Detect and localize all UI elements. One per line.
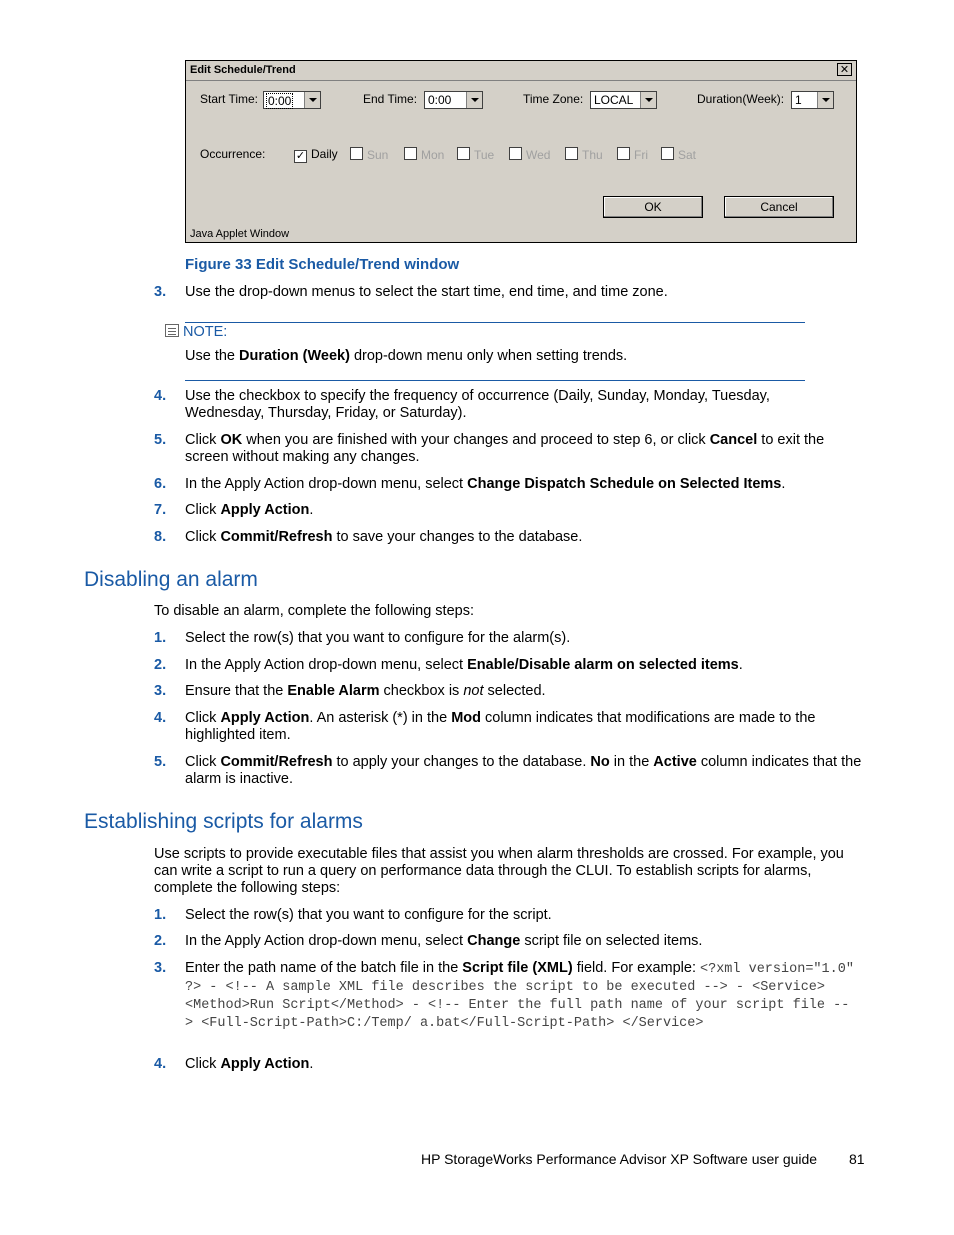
page-number: 81 (849, 1151, 865, 1167)
step-number: 6. (154, 476, 167, 492)
fri-label: Fri (634, 148, 648, 162)
chevron-down-icon[interactable] (466, 92, 482, 108)
cancel-button[interactable]: Cancel (724, 196, 834, 218)
step-text: Use the checkbox to specify the frequency of occurrence (Daily, Sunday, Monday, Tuesday, Wednesday, Thursday, Friday, or Saturday). (185, 388, 770, 421)
step-number: 5. (154, 432, 167, 448)
step-text: Click OK when you are finished with your changes and proceed to step 6, or click Cancel to exit the screen without making any changes. (185, 432, 825, 465)
step-text: Select the row(s) that you want to configure for the alarm(s). (185, 630, 571, 646)
step-number: 1. (154, 907, 167, 923)
wed-checkbox[interactable] (509, 147, 550, 162)
start-time-label: Start Time: (200, 92, 259, 106)
chevron-down-icon[interactable] (640, 92, 656, 108)
xml-example-code: <?xml version="1.0" ?> - <!-- A sample XML file describes the script to be executed --> - <Service> <Method>Run Script</Method> - <!-- Enter the full path name of your script file --> <Full-Script-Path>C:/Temp/ a.bat</Full-Script-Path> </Service> (185, 962, 854, 1031)
checkbox-icon[interactable] (404, 147, 417, 160)
sat-checkbox[interactable] (661, 147, 696, 162)
checkbox-icon[interactable] (509, 147, 522, 160)
step-text: Use the drop-down menus to select the start time, end time, and time zone. (185, 284, 668, 300)
section-intro: To disable an alarm, complete the following steps: (154, 603, 474, 619)
sun-label: Sun (367, 148, 389, 162)
step-text: Select the row(s) that you want to configure for the script. (185, 907, 552, 923)
mon-checkbox[interactable] (404, 147, 444, 162)
end-time-value: 0:00 (428, 93, 452, 107)
note-icon (165, 324, 179, 337)
tue-checkbox[interactable] (457, 147, 494, 162)
daily-checkbox[interactable] (294, 147, 338, 163)
note-label: NOTE: (183, 324, 228, 340)
mon-label: Mon (421, 148, 445, 162)
note-bottom-rule (185, 380, 805, 381)
thu-label: Thu (582, 148, 603, 162)
sat-label: Sat (678, 148, 697, 162)
start-time-select[interactable] (263, 91, 321, 109)
edit-schedule-trend-dialog (185, 60, 857, 243)
duration-week-select[interactable] (791, 91, 834, 109)
step-text: In the Apply Action drop-down menu, select Change Dispatch Schedule on Selected Items. (185, 476, 786, 492)
step-text: Click Apply Action. (185, 1056, 314, 1072)
chevron-down-icon[interactable] (304, 92, 320, 108)
duration-week-label: Duration(Week): (697, 92, 785, 106)
note-top-rule (185, 322, 805, 323)
step-text: Ensure that the Enable Alarm checkbox is not selected. (185, 683, 546, 699)
duration-week-value: 1 (795, 93, 802, 107)
occurrence-label: Occurrence: (200, 147, 266, 161)
daily-label: Daily (311, 147, 338, 161)
step-number: 2. (154, 933, 167, 949)
step-number: 4. (154, 710, 167, 726)
java-applet-window-label: Java Applet Window (190, 228, 290, 240)
figure-caption: Figure 33 Edit Schedule/Trend window (185, 256, 460, 273)
sun-checkbox[interactable] (350, 147, 388, 162)
step-number: 4. (154, 388, 167, 404)
end-time-select[interactable] (424, 91, 483, 109)
step-text: Click Commit/Refresh to save your changes to the database. (185, 529, 583, 545)
time-zone-select[interactable] (590, 91, 657, 109)
ok-button[interactable]: OK (603, 196, 703, 218)
footer-title: HP StorageWorks Performance Advisor XP Software user guide (421, 1151, 818, 1167)
step-number: 3. (154, 683, 167, 699)
step-number: 2. (154, 657, 167, 673)
section-intro: Use scripts to provide executable files that assist you when alarm thresholds are crossed. For example, you can write a script to run a query on performance data through the CLUI. To establish scripts for alarms, complete the following steps: (154, 846, 844, 896)
step-number: 4. (154, 1056, 167, 1072)
step-number: 1. (154, 630, 167, 646)
end-time-label: End Time: (363, 92, 418, 106)
step-text: In the Apply Action drop-down menu, select Change script file on selected items. (185, 933, 703, 949)
dialog-title: Edit Schedule/Trend (190, 64, 296, 76)
section-heading: Disabling an alarm (84, 568, 258, 591)
section-heading: Establishing scripts for alarms (84, 810, 363, 833)
start-time-value: 0:00 (268, 94, 292, 108)
checkmark-icon[interactable]: ✓ (295, 150, 306, 162)
close-icon[interactable]: ✕ (837, 63, 852, 76)
tue-label: Tue (474, 148, 495, 162)
fri-checkbox[interactable] (617, 147, 648, 162)
step-number: 3. (154, 284, 167, 300)
step-text: In the Apply Action drop-down menu, select Enable/Disable alarm on selected items. (185, 657, 743, 673)
step-text: Enter the path name of the batch file in the Script file (XML) field. For example: <?xml version="1.0" ?> - <!-- A sample XML file describes the script to be executed --> - <Service> <Method>Run Script</Method> - <!-- Enter the full path name of your script file --> <Full-Script-Path>C:/Temp/ a.bat</Full-Script-Path> </Service> (185, 960, 854, 1031)
step-number: 8. (154, 529, 167, 545)
time-zone-value: LOCAL (594, 93, 634, 107)
step-number: 7. (154, 502, 167, 518)
step-text: Click Commit/Refresh to apply your changes to the database. No in the Active column indicates that the alarm is inactive. (185, 754, 862, 787)
checkbox-icon[interactable] (565, 147, 578, 160)
checkbox-icon[interactable] (661, 147, 674, 160)
checkbox-icon[interactable] (457, 147, 470, 160)
step-number: 5. (154, 754, 167, 770)
step-text: Click Apply Action. (185, 502, 314, 518)
time-zone-label: Time Zone: (523, 92, 584, 106)
note-text: Use the Duration (Week) drop-down menu only when setting trends. (185, 348, 628, 364)
note-heading (165, 324, 227, 340)
thu-checkbox[interactable] (565, 147, 603, 162)
step-text: Click Apply Action. An asterisk (*) in the Mod column indicates that modifications are made to the highlighted item. (185, 710, 816, 743)
checkbox-icon[interactable] (350, 147, 363, 160)
wed-label: Wed (526, 148, 551, 162)
checkbox-icon[interactable] (617, 147, 630, 160)
step-number: 3. (154, 960, 167, 976)
dialog-titlebar (186, 61, 856, 81)
chevron-down-icon[interactable] (817, 92, 833, 108)
